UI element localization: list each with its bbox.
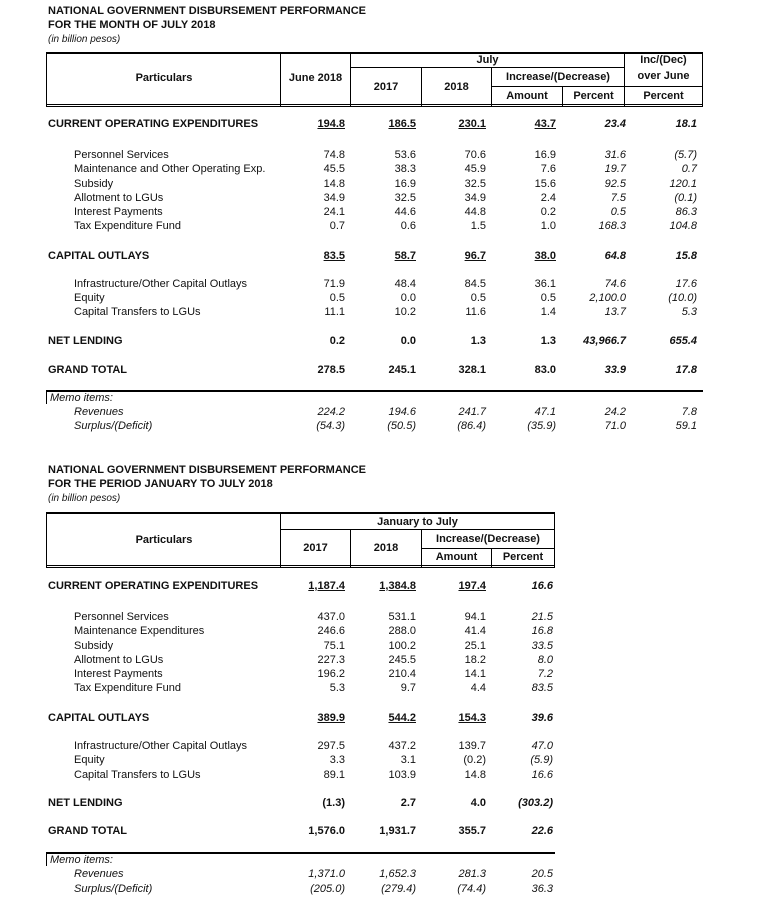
table1-title: NATIONAL GOVERNMENT DISBURSEMENT PERFORMANCE <box>48 5 366 17</box>
t1-header-bottom-rule <box>46 104 703 105</box>
t1-cell: 0.6 <box>400 220 416 232</box>
t1-row-label: Capital Transfers to LGUs <box>74 306 201 318</box>
t1-cell: 0.2 <box>540 206 556 218</box>
t2-cell: 39.6 <box>531 712 553 724</box>
t1-cell: 43.7 <box>534 118 556 130</box>
t1-cell: 186.5 <box>388 118 416 130</box>
t2-section-label: CURRENT OPERATING EXPENDITURES <box>48 580 259 592</box>
t2-cell: 139.7 <box>458 740 486 752</box>
t2-col-particulars: Particulars <box>135 534 193 546</box>
t1-col-incdec: Increase/(Decrease) <box>506 71 610 83</box>
t1-row-label: Interest Payments <box>74 206 163 218</box>
t2-row-label: Capital Transfers to LGUs <box>74 769 201 781</box>
t2-cell: 22.6 <box>531 825 553 837</box>
t2-col-jantojul: January to July <box>377 516 458 528</box>
t1-cell: 0.5 <box>329 292 345 304</box>
t2-cell: 103.9 <box>388 769 416 781</box>
t1-cell: 104.8 <box>669 220 697 232</box>
t2-col-amount: Amount <box>435 551 478 563</box>
t2-cell: 3.3 <box>329 754 345 766</box>
t2-cell: 16.6 <box>531 580 553 592</box>
t2-memo-label: Revenues <box>74 868 124 880</box>
t1-cell: 5.3 <box>681 306 697 318</box>
t1-memo-cell: 71.0 <box>604 420 626 432</box>
t1-cell: 13.7 <box>604 306 626 318</box>
t2-row-label: Allotment to LGUs <box>74 654 164 666</box>
t2-cell: (303.2) <box>518 797 553 809</box>
t1-cell: 34.9 <box>323 192 345 204</box>
t1-cell: 38.0 <box>534 250 556 262</box>
t2-cell: 210.4 <box>388 668 416 680</box>
t2-col-percent: Percent <box>502 551 544 563</box>
t1-cell: 278.5 <box>317 364 345 376</box>
t2-memo-cell: 1,371.0 <box>308 868 345 880</box>
t2-cell: (1.3) <box>322 797 345 809</box>
t1-cell: 0.5 <box>610 206 626 218</box>
t1-cell: 16.9 <box>534 149 556 161</box>
t1-cell: 32.5 <box>464 178 486 190</box>
t2-section-label: CAPITAL OUTLAYS <box>48 712 150 724</box>
t2-cell: 21.5 <box>531 611 553 623</box>
t1-cell: 15.6 <box>534 178 556 190</box>
t2-cell: 33.5 <box>531 640 553 652</box>
t2-cell: 437.2 <box>388 740 416 752</box>
t1-cell: 18.1 <box>675 118 697 130</box>
t2-cell: 4.4 <box>470 682 486 694</box>
t1-col-incdec-june: Inc/(Dec) <box>640 54 687 66</box>
t1-memo-cell: 224.2 <box>317 406 345 418</box>
t2-cell: 197.4 <box>458 580 486 592</box>
t2-cell: 355.7 <box>458 825 486 837</box>
t1-hline <box>350 67 624 68</box>
t1-cell: 19.7 <box>604 163 626 175</box>
t2-cell: 16.8 <box>531 625 553 637</box>
t2-header-bottom-rule2 <box>46 567 555 568</box>
t1-cell: 15.8 <box>675 250 697 262</box>
t2-memo-cell: (279.4) <box>381 883 416 895</box>
t2-col-2017: 2017 <box>303 542 328 554</box>
t1-cell: (10.0) <box>668 292 697 304</box>
t1-memo-cell: 59.1 <box>675 420 697 432</box>
table2-period: FOR THE PERIOD JANUARY TO JULY 2018 <box>48 478 273 490</box>
t1-row-label: Personnel Services <box>74 149 169 161</box>
t2-cell: 196.2 <box>317 668 345 680</box>
t2-section-label: GRAND TOTAL <box>48 825 128 837</box>
t1-cell: 84.5 <box>464 278 486 290</box>
t1-cell: 230.1 <box>458 118 486 130</box>
t1-cell: 1.0 <box>540 220 556 232</box>
t1-vline <box>46 52 47 107</box>
t1-memo-cell: 7.8 <box>681 406 697 418</box>
t1-cell: 96.7 <box>464 250 486 262</box>
t1-memo-cell: 241.7 <box>458 406 486 418</box>
t1-col-2018: 2018 <box>444 81 469 93</box>
t1-col-percent-june: Percent <box>643 90 684 102</box>
t1-section-label: NET LENDING <box>48 335 123 347</box>
t1-cell: 33.9 <box>604 364 626 376</box>
t1-cell: 17.8 <box>675 364 697 376</box>
t2-cell: 94.1 <box>464 611 486 623</box>
t1-cell: 2,100.0 <box>589 292 626 304</box>
t2-cell: 8.0 <box>537 654 553 666</box>
t1-col-over-june: over June <box>637 70 690 82</box>
t2-cell: 1,384.8 <box>379 580 416 592</box>
t2-vline <box>554 512 555 568</box>
t1-cell: 83.0 <box>534 364 556 376</box>
t1-hline <box>624 86 702 87</box>
t1-memo-cell: 194.6 <box>388 406 416 418</box>
t1-hline <box>491 86 624 87</box>
table1-unit: (in billion pesos) <box>48 34 121 45</box>
t2-cell: 75.1 <box>323 640 345 652</box>
t1-cell: 2.4 <box>540 192 556 204</box>
t1-cell: 74.8 <box>323 149 345 161</box>
t2-col-2018: 2018 <box>373 542 399 554</box>
t2-row-label: Interest Payments <box>74 668 163 680</box>
t2-row-label: Equity <box>74 754 105 766</box>
t1-cell: 11.6 <box>465 306 486 318</box>
t2-row-label: Subsidy <box>74 640 114 652</box>
t1-cell: 655.4 <box>669 335 697 347</box>
t1-cell: 0.0 <box>400 292 416 304</box>
t2-cell: 9.7 <box>400 682 416 694</box>
t1-cell: 23.4 <box>604 118 626 130</box>
t1-memo-cell: (50.5) <box>387 420 416 432</box>
t2-memo-label: Surplus/(Deficit) <box>74 883 153 895</box>
t1-cell: 53.6 <box>394 149 416 161</box>
t1-cell: 7.6 <box>540 163 556 175</box>
t1-section-label: GRAND TOTAL <box>48 364 128 376</box>
t1-cell: 64.8 <box>604 250 626 262</box>
t1-row-label: Equity <box>74 292 105 304</box>
t2-hline <box>280 529 554 530</box>
t1-cell: 194.8 <box>317 118 345 130</box>
t2-header-top-rule <box>46 512 555 514</box>
t1-cell: 0.7 <box>681 163 697 175</box>
t1-row-label: Maintenance and Other Operating Exp. <box>74 163 266 175</box>
t1-header-bottom-rule2 <box>46 106 703 107</box>
t2-cell: 83.5 <box>531 682 553 694</box>
t2-cell: 14.8 <box>464 769 486 781</box>
t1-cell: 11.1 <box>324 306 345 318</box>
t1-cell: 245.1 <box>388 364 416 376</box>
t2-cell: 18.2 <box>464 654 486 666</box>
t1-row-label: Allotment to LGUs <box>74 192 164 204</box>
t1-col-percent: Percent <box>573 90 614 102</box>
t2-row-label: Infrastructure/Other Capital Outlays <box>74 740 248 752</box>
t2-cell: 16.6 <box>531 769 553 781</box>
t2-cell: 437.0 <box>317 611 345 623</box>
t2-hline <box>421 548 554 549</box>
t2-memo-cell: 36.3 <box>531 883 553 895</box>
t2-header-bottom-rule <box>46 565 555 566</box>
t1-row-label: Subsidy <box>74 178 114 190</box>
t1-cell: 34.9 <box>464 192 486 204</box>
t2-cell: 297.5 <box>317 740 345 752</box>
t1-memo-label: Surplus/(Deficit) <box>74 420 153 432</box>
t1-memo-cell: 47.1 <box>534 406 556 418</box>
t1-cell: 10.2 <box>394 306 416 318</box>
t2-memo-cell: 281.3 <box>458 868 486 880</box>
t2-memo-cell: (205.0) <box>310 883 345 895</box>
t1-cell: 7.5 <box>610 192 626 204</box>
t1-cell: 48.4 <box>394 278 416 290</box>
table2-title: NATIONAL GOVERNMENT DISBURSEMENT PERFORMANCE <box>48 464 366 476</box>
t1-memo-label: Revenues <box>74 406 124 418</box>
t1-memo-rule <box>46 390 703 392</box>
t2-cell: 25.1 <box>464 640 486 652</box>
t1-cell: 1.5 <box>470 220 486 232</box>
t2-cell: 100.2 <box>388 640 416 652</box>
t1-col-june2018: June 2018 <box>288 72 343 84</box>
t1-cell: 58.7 <box>394 250 416 262</box>
t2-memo-rule <box>46 852 555 854</box>
t1-col-amount: Amount <box>506 90 548 102</box>
t1-col-july: July <box>476 54 499 66</box>
t1-cell: 1.4 <box>540 306 556 318</box>
t2-cell: 47.0 <box>531 740 553 752</box>
t1-col-particulars: Particulars <box>135 72 193 84</box>
t2-cell: 245.5 <box>388 654 416 666</box>
t2-cell: 5.3 <box>329 682 345 694</box>
t1-cell: 45.5 <box>323 163 345 175</box>
t1-cell: 44.8 <box>464 206 486 218</box>
t2-cell: 3.1 <box>400 754 416 766</box>
t2-cell: 246.6 <box>317 625 345 637</box>
t2-memo-title: Memo items: <box>50 854 113 866</box>
t2-cell: 7.2 <box>537 668 553 680</box>
t1-cell: 0.2 <box>329 335 345 347</box>
t1-cell: (5.7) <box>674 149 697 161</box>
t1-memo-vline <box>46 390 47 404</box>
t2-cell: 154.3 <box>458 712 486 724</box>
t1-cell: 92.5 <box>604 178 626 190</box>
t1-cell: 45.9 <box>464 163 486 175</box>
t1-cell: 0.0 <box>400 335 416 347</box>
t1-cell: 17.6 <box>675 278 697 290</box>
t2-cell: 4.0 <box>470 797 486 809</box>
t1-cell: (0.1) <box>674 192 697 204</box>
t2-memo-vline <box>46 852 47 866</box>
t1-cell: 14.8 <box>323 178 345 190</box>
t1-memo-cell: 24.2 <box>604 406 626 418</box>
t1-cell: 86.3 <box>675 206 697 218</box>
t2-cell: 227.3 <box>317 654 345 666</box>
table2-unit: (in billion pesos) <box>48 493 121 504</box>
t2-col-incdec: Increase/(Decrease) <box>436 533 540 545</box>
t1-vline <box>702 52 703 107</box>
t1-cell: 0.7 <box>329 220 345 232</box>
t1-cell: 328.1 <box>458 364 486 376</box>
t2-row-label: Maintenance Expenditures <box>74 625 205 637</box>
t2-vline <box>46 512 47 568</box>
t1-cell: 44.6 <box>394 206 416 218</box>
t2-cell: (5.9) <box>530 754 553 766</box>
t2-row-label: Tax Expenditure Fund <box>74 682 182 694</box>
t1-section-label: CAPITAL OUTLAYS <box>48 250 150 262</box>
t1-cell: 38.3 <box>394 163 416 175</box>
t1-cell: 0.5 <box>470 292 486 304</box>
t1-cell: 71.9 <box>323 278 345 290</box>
t1-cell: 31.6 <box>604 149 626 161</box>
t2-memo-cell: 20.5 <box>531 868 553 880</box>
t2-cell: 531.1 <box>388 611 416 623</box>
t1-cell: 70.6 <box>464 149 486 161</box>
t1-section-label: CURRENT OPERATING EXPENDITURES <box>48 118 259 130</box>
t1-cell: 1.3 <box>540 335 556 347</box>
t1-cell: 1.3 <box>470 335 486 347</box>
t2-row-label: Personnel Services <box>74 611 169 623</box>
table1-period: FOR THE MONTH OF JULY 2018 <box>48 19 216 31</box>
t1-row-label: Infrastructure/Other Capital Outlays <box>74 278 248 290</box>
t2-cell: 288.0 <box>388 625 416 637</box>
t1-cell: 43,966.7 <box>583 335 626 347</box>
t2-cell: (0.2) <box>463 754 486 766</box>
t2-section-label: NET LENDING <box>48 797 123 809</box>
t1-memo-title: Memo items: <box>50 392 113 404</box>
t2-memo-cell: 1,652.3 <box>379 868 416 880</box>
t2-cell: 1,576.0 <box>308 825 345 837</box>
t2-cell: 2.7 <box>400 797 416 809</box>
t2-cell: 1,931.7 <box>379 825 416 837</box>
t1-cell: 0.5 <box>540 292 556 304</box>
t1-memo-cell: (35.9) <box>527 420 556 432</box>
t1-cell: 168.3 <box>598 220 626 232</box>
t1-memo-cell: (86.4) <box>457 420 486 432</box>
t1-memo-cell: (54.3) <box>316 420 345 432</box>
t1-cell: 16.9 <box>394 178 416 190</box>
t1-cell: 24.1 <box>323 206 345 218</box>
t2-cell: 89.1 <box>323 769 345 781</box>
t2-cell: 1,187.4 <box>308 580 345 592</box>
t1-row-label: Tax Expenditure Fund <box>74 220 182 232</box>
t2-memo-cell: (74.4) <box>457 883 486 895</box>
t2-cell: 389.9 <box>317 712 345 724</box>
t2-cell: 41.4 <box>464 625 486 637</box>
t2-cell: 14.1 <box>464 668 486 680</box>
t1-cell: 120.1 <box>669 178 697 190</box>
t2-cell: 544.2 <box>388 712 416 724</box>
t1-cell: 32.5 <box>394 192 416 204</box>
t1-cell: 83.5 <box>323 250 345 262</box>
t1-col-2017: 2017 <box>373 81 399 93</box>
t1-cell: 36.1 <box>534 278 556 290</box>
t1-cell: 74.6 <box>604 278 626 290</box>
